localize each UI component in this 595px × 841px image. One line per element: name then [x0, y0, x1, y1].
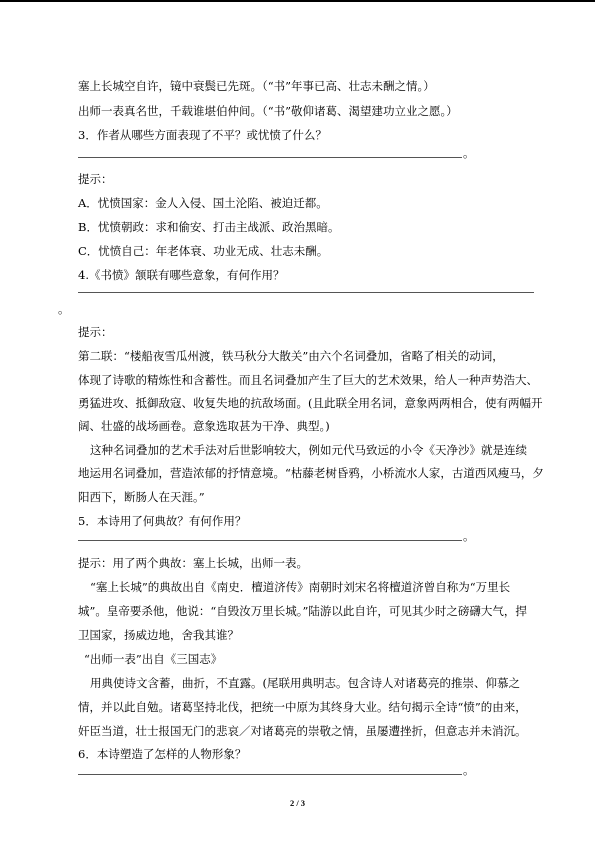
question-4: 4.《书愤》颔联有哪些意象，有何作用？ [78, 268, 285, 282]
hint-label-3: 提示： [78, 172, 113, 186]
answer-blank-3-period: 。 [463, 146, 475, 160]
answer-blank-3[interactable] [78, 157, 462, 158]
answer-blank-4[interactable] [78, 292, 534, 293]
answer-blank-5-period: 。 [463, 529, 475, 543]
answer-blank-6[interactable] [78, 774, 462, 775]
hint-5-para1-line1: “塞上长城”的典故出自《南史．檀道济传》南朝时刘宋名将檀道济曾自称为“万里长 [90, 580, 511, 594]
page-number: 2 / 3 [289, 798, 306, 808]
answer-blank-4-period: 。 [58, 302, 70, 316]
top-border-line [0, 0, 595, 2]
hint-3-a: A．忧愤国家：金人入侵、国土沦陷、被迫迁都。 [78, 196, 328, 210]
hint-5-para3-line3: 奸臣当道，壮士报国无门的悲哀／对诸葛亮的崇敬之情，虽屡遭挫折，但意志并未消沉。 [78, 724, 527, 738]
question-6: 6．本诗塑造了怎样的人物形象？ [78, 747, 247, 761]
poem-line-1: 塞上长城空自许，镜中衰鬓已先斑。（“书”年事已高、壮志未酬之情。） [78, 79, 435, 93]
answer-blank-5[interactable] [78, 540, 462, 541]
hint-4-para2-line3: 阳西下，断肠人在天涯。” [78, 490, 205, 504]
question-3: 3．作者从哪些方面表现了不平？或忧愤了什么？ [78, 128, 327, 142]
hint-5-para2: “出师一表”出自《三国志》 [84, 652, 223, 666]
poem-line-2: 出师一表真名世，千载谁堪伯仲间。（“书”敬仰诸葛、渴望建功立业之愿。） [78, 104, 458, 118]
hint-4-para1-line2: 体现了诗歌的精炼性和含蓄性。而且名词叠加产生了巨大的艺术效果，给人一种声势浩大、 [78, 373, 538, 387]
hint-5-para3-line2: 情，并以此自勉。诸葛坚持北伐，把统一中原为其终身大业。结句揭示全诗“愤”的由来， [78, 700, 527, 714]
question-5: 5．本诗用了何典故？有何作用？ [78, 514, 247, 528]
answer-blank-6-period: 。 [463, 763, 475, 777]
hint-label-4: 提示： [78, 325, 113, 339]
hint-4-para2-line2: 地运用名词叠加，营造浓郁的抒情意境。“枯藤老树昏鸦，小桥流水人家，古道西风瘦马，夕 [78, 466, 544, 480]
hint-4-para2-line1: 这种名词叠加的艺术手法对后世影响较大，例如元代马致远的小令《天净沙》就是连续 [90, 443, 527, 457]
hint-4-para1-line1: 第二联：“楼船夜雪瓜州渡，铁马秋分大散关”由六个名词叠加，省略了相关的动词， [78, 349, 504, 363]
hint-5-para1-line3: 卫国家，扬威边地，舍我其谁？ [78, 628, 239, 642]
hint-4-para1-line4: 阔、壮盛的战场画卷。意象选取甚为干净、典型。) [78, 419, 330, 433]
hint-5-para3-line1: 用典使诗文含蓄，曲折，不直露。(尾联用典明志。包含诗人对诸葛亮的推崇、仰慕之 [90, 676, 520, 690]
hint-4-para1-line3: 勇猛进攻、抵御敌寇、收复失地的抗敌场面。(且此联全用名词，意象两两相合，使有两幅开 [78, 396, 543, 410]
hint-3-b: B．忧愤朝政：求和偷安、打击主战派、政治黑暗。 [78, 220, 340, 234]
hint-5-summary: 提示：用了两个典故：塞上长城，出师一表。 [78, 556, 308, 570]
hint-3-c: C．忧愤自己：年老体衰、功业无成、壮志未酬。 [78, 244, 329, 258]
hint-5-para1-line2: 城”。皇帝要杀他，他说：“自毁汝万里长城。”陆游以此自许，可见其少时之磅礴大气，捍 [78, 604, 527, 618]
